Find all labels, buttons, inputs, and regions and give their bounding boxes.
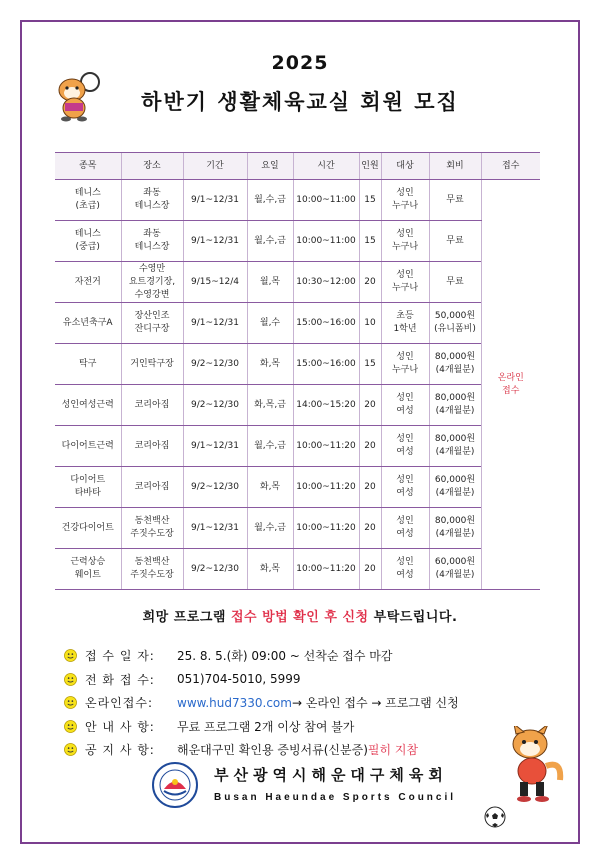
cell-count: 15 bbox=[359, 344, 381, 385]
cell-line: 타바타 bbox=[74, 488, 101, 498]
cell-line: 동천백산 bbox=[134, 557, 170, 567]
website-link[interactable]: www.hud7330.com bbox=[177, 695, 292, 710]
info-label: 접 수 일 자: bbox=[85, 649, 155, 664]
table-header-row bbox=[55, 153, 540, 180]
info-row-guide bbox=[64, 715, 504, 739]
table-row bbox=[55, 426, 540, 467]
info-row-online bbox=[64, 691, 504, 715]
cell-period: 9/1~12/31 bbox=[183, 426, 247, 467]
org-name-english: Busan Haeundae Sports Council bbox=[214, 792, 457, 803]
cell-line: 80,000원 bbox=[434, 393, 476, 403]
cell-line: 60,000원 bbox=[434, 557, 476, 567]
cell-days: 화,목,금 bbox=[247, 385, 293, 426]
cell-line: 자전거 bbox=[74, 276, 101, 287]
cell-count: 20 bbox=[359, 467, 381, 508]
notice-part-1: 희망 프로그램 bbox=[142, 610, 231, 625]
cell-line: 초등 bbox=[396, 311, 414, 321]
cell-sport bbox=[55, 508, 121, 549]
cell-line: 80,000원 bbox=[434, 434, 476, 444]
cell-target bbox=[381, 180, 429, 221]
cell-period: 9/1~12/31 bbox=[183, 180, 247, 221]
cell-line: 무료 bbox=[446, 194, 464, 205]
cell-line: 누구나 bbox=[391, 283, 419, 293]
info-label: 전 화 접 수: bbox=[85, 672, 155, 687]
cell-days: 월,수,금 bbox=[247, 426, 293, 467]
cell-days: 월,수,금 bbox=[247, 180, 293, 221]
smiley-icon bbox=[64, 743, 77, 756]
cell-time: 14:00~15:20 bbox=[293, 385, 359, 426]
cell-period: 9/15~12/4 bbox=[183, 262, 247, 303]
column-header: 대상 bbox=[381, 153, 429, 180]
cell-days: 월,수 bbox=[247, 303, 293, 344]
cell-fee bbox=[429, 303, 481, 344]
cell-count: 10 bbox=[359, 303, 381, 344]
cell-place bbox=[121, 426, 183, 467]
cell-line: 유소년축구A bbox=[62, 317, 113, 328]
cell-sport bbox=[55, 549, 121, 590]
cell-count: 20 bbox=[359, 508, 381, 549]
cell-registration bbox=[481, 180, 540, 590]
info-label: 온라인접수: bbox=[85, 696, 154, 711]
cell-line: 코리아짐 bbox=[134, 399, 170, 410]
cell-line: 동천백산 bbox=[134, 516, 170, 526]
cell-time: 10:00~11:20 bbox=[293, 549, 359, 590]
cell-time: 10:00~11:00 bbox=[293, 180, 359, 221]
council-logo-icon bbox=[152, 762, 198, 808]
info-value: 25. 8. 5.(화) 09:00 ~ 선착순 접수 마감 bbox=[177, 649, 393, 664]
cell-count: 20 bbox=[359, 262, 381, 303]
table-row bbox=[55, 344, 540, 385]
cell-line: (유니폼비) bbox=[434, 324, 476, 334]
info-value: 051)704-5010, 5999 bbox=[177, 672, 301, 687]
cell-line: 여성 bbox=[396, 570, 414, 580]
cell-line: 여성 bbox=[396, 529, 414, 539]
cell-line: 근력상승 bbox=[70, 557, 106, 567]
cell-target bbox=[381, 303, 429, 344]
cell-sport bbox=[55, 385, 121, 426]
cell-line: 성인 bbox=[396, 434, 414, 444]
cell-place bbox=[121, 180, 183, 221]
column-header: 시간 bbox=[293, 153, 359, 180]
cell-line: 웨이트 bbox=[74, 570, 101, 580]
column-header: 장소 bbox=[121, 153, 183, 180]
cell-line: (4개월분) bbox=[435, 447, 475, 457]
cell-line: 탁구 bbox=[79, 358, 97, 369]
info-label: 공 지 사 항: bbox=[85, 743, 155, 758]
cell-line: 1학년 bbox=[393, 324, 417, 334]
cell-time: 10:00~11:20 bbox=[293, 508, 359, 549]
cell-fee bbox=[429, 467, 481, 508]
cell-line: 50,000원 bbox=[434, 311, 476, 321]
cell-target bbox=[381, 508, 429, 549]
info-row-phone bbox=[64, 668, 504, 692]
cell-line: (초급) bbox=[75, 201, 100, 211]
cell-line: 테니스장 bbox=[134, 242, 170, 252]
cell-time: 15:00~16:00 bbox=[293, 344, 359, 385]
cell-line: 접수 bbox=[502, 385, 520, 396]
cell-line: 60,000원 bbox=[434, 475, 476, 485]
column-header: 접수 bbox=[481, 153, 540, 180]
cell-line: 누구나 bbox=[391, 201, 419, 211]
cell-line: (4개월분) bbox=[435, 570, 475, 580]
cell-days: 월,수,금 bbox=[247, 221, 293, 262]
cell-line: 80,000원 bbox=[434, 516, 476, 526]
cell-line: 장산인조 bbox=[134, 311, 170, 321]
cell-target bbox=[381, 262, 429, 303]
table-row bbox=[55, 549, 540, 590]
cell-line: 무료 bbox=[446, 235, 464, 246]
cell-count: 15 bbox=[359, 221, 381, 262]
cell-line: 누구나 bbox=[391, 242, 419, 252]
info-value: 무료 프로그램 2개 이상 참여 불가 bbox=[177, 719, 355, 734]
cell-sport bbox=[55, 344, 121, 385]
cell-fee bbox=[429, 221, 481, 262]
smiley-icon bbox=[64, 696, 77, 709]
cell-line: 성인 bbox=[396, 188, 414, 198]
cell-line: 성인여성근력 bbox=[61, 399, 114, 410]
cell-place bbox=[121, 385, 183, 426]
soccer-ball-icon bbox=[484, 806, 506, 828]
cell-target bbox=[381, 426, 429, 467]
cell-line: 여성 bbox=[396, 447, 414, 457]
cell-time: 10:30~12:00 bbox=[293, 262, 359, 303]
cell-fee bbox=[429, 180, 481, 221]
info-label: 안 내 사 항: bbox=[85, 719, 155, 734]
cell-sport bbox=[55, 221, 121, 262]
cell-line: 성인 bbox=[396, 475, 414, 485]
cell-target bbox=[381, 385, 429, 426]
cell-place bbox=[121, 467, 183, 508]
cell-line: 누구나 bbox=[391, 365, 419, 375]
column-header: 기간 bbox=[183, 153, 247, 180]
cell-line: 성인 bbox=[396, 557, 414, 567]
cell-count: 20 bbox=[359, 385, 381, 426]
cell-time: 15:00~16:00 bbox=[293, 303, 359, 344]
table-row bbox=[55, 180, 540, 221]
cell-period: 9/2~12/30 bbox=[183, 344, 247, 385]
cell-line: 수영강변 bbox=[134, 289, 170, 300]
cell-line: 성인 bbox=[396, 516, 414, 526]
cell-line: 다이어트근력 bbox=[61, 440, 114, 451]
cell-line: 성인 bbox=[396, 270, 414, 280]
cell-line: 좌동 bbox=[143, 229, 161, 239]
page-year: 2025 bbox=[271, 52, 329, 74]
cell-line: (4개월분) bbox=[435, 488, 475, 498]
cell-target bbox=[381, 344, 429, 385]
table-row bbox=[55, 262, 540, 303]
cell-line: 좌동 bbox=[143, 188, 161, 198]
column-header: 회비 bbox=[429, 153, 481, 180]
cell-days: 화,목 bbox=[247, 467, 293, 508]
cell-line: 테니스장 bbox=[134, 201, 170, 211]
table-row bbox=[55, 508, 540, 549]
column-header: 인원 bbox=[359, 153, 381, 180]
cell-sport bbox=[55, 426, 121, 467]
cell-days: 화,목 bbox=[247, 344, 293, 385]
cell-period: 9/2~12/30 bbox=[183, 549, 247, 590]
cell-line: 잔디구장 bbox=[134, 324, 170, 334]
cell-line: 테니스 bbox=[74, 188, 101, 198]
cell-line: (4개월분) bbox=[435, 406, 475, 416]
table-row bbox=[55, 221, 540, 262]
smiley-icon bbox=[64, 649, 77, 662]
cell-target bbox=[381, 467, 429, 508]
schedule-table bbox=[55, 152, 540, 590]
cell-place bbox=[121, 508, 183, 549]
cell-line: 요트경기장, bbox=[128, 276, 176, 287]
cell-fee bbox=[429, 262, 481, 303]
cell-line: 수영만 bbox=[138, 263, 166, 274]
info-list bbox=[64, 644, 504, 762]
cell-count: 20 bbox=[359, 549, 381, 590]
cell-days: 월,수,금 bbox=[247, 508, 293, 549]
cell-period: 9/2~12/30 bbox=[183, 385, 247, 426]
cell-line: (4개월분) bbox=[435, 365, 475, 375]
cell-line: 건강다이어트 bbox=[61, 522, 114, 533]
cell-sport bbox=[55, 303, 121, 344]
cell-sport bbox=[55, 262, 121, 303]
cell-line: 주짓수도장 bbox=[130, 570, 174, 580]
cell-line: 다이어트 bbox=[70, 475, 106, 485]
cell-sport bbox=[55, 467, 121, 508]
cell-time: 10:00~11:20 bbox=[293, 467, 359, 508]
info-value: 해운대구민 확인용 증빙서류(신분증) bbox=[177, 743, 368, 758]
cell-line: 주짓수도장 bbox=[130, 529, 174, 539]
cell-line: 코리아짐 bbox=[134, 481, 170, 492]
cell-line: 온라인 bbox=[497, 372, 524, 383]
cell-time: 10:00~11:00 bbox=[293, 221, 359, 262]
cell-place bbox=[121, 344, 183, 385]
page-title: 하반기 생활체육교실 회원 모집 bbox=[141, 90, 459, 114]
cell-target bbox=[381, 221, 429, 262]
table-row bbox=[55, 467, 540, 508]
cell-line: 거인탁구장 bbox=[130, 358, 174, 369]
info-row-date bbox=[64, 644, 504, 668]
cell-sport bbox=[55, 180, 121, 221]
cell-fee bbox=[429, 426, 481, 467]
notice-part-3: 부탁드립니다. bbox=[368, 610, 458, 625]
cell-fee bbox=[429, 508, 481, 549]
table-row bbox=[55, 385, 540, 426]
cell-period: 9/1~12/31 bbox=[183, 303, 247, 344]
cell-count: 15 bbox=[359, 180, 381, 221]
cell-fee bbox=[429, 344, 481, 385]
cell-count: 20 bbox=[359, 426, 381, 467]
cell-line: 여성 bbox=[396, 488, 414, 498]
column-header: 종목 bbox=[55, 153, 121, 180]
column-header: 요일 bbox=[247, 153, 293, 180]
cell-fee bbox=[429, 549, 481, 590]
cell-fee bbox=[429, 385, 481, 426]
cell-line: 여성 bbox=[396, 406, 414, 416]
notice-part-2: 접수 방법 확인 후 신청 bbox=[230, 610, 369, 625]
cell-line: 코리아짐 bbox=[134, 440, 170, 451]
org-name-korean: 부산광역시해운대구체육회 bbox=[214, 766, 448, 784]
cell-period: 9/1~12/31 bbox=[183, 508, 247, 549]
cell-period: 9/1~12/31 bbox=[183, 221, 247, 262]
cell-place bbox=[121, 303, 183, 344]
org-block bbox=[152, 756, 457, 818]
smiley-icon bbox=[64, 720, 77, 733]
smiley-icon bbox=[64, 673, 77, 686]
cell-place bbox=[121, 221, 183, 262]
cell-line: 테니스 bbox=[74, 229, 101, 239]
cell-line: 성인 bbox=[396, 229, 414, 239]
cell-line: 80,000원 bbox=[434, 352, 476, 362]
info-highlight: 필히 지참 bbox=[367, 743, 419, 758]
cell-period: 9/2~12/30 bbox=[183, 467, 247, 508]
info-value: → 온라인 접수 → 프로그램 신청 bbox=[291, 696, 459, 711]
soccer-mascot-icon bbox=[500, 726, 566, 806]
table-row bbox=[55, 303, 540, 344]
cell-line: (중급) bbox=[75, 242, 100, 252]
cell-target bbox=[381, 549, 429, 590]
cell-time: 10:00~11:20 bbox=[293, 426, 359, 467]
cell-line: 성인 bbox=[396, 352, 414, 362]
cell-line: 무료 bbox=[446, 276, 464, 287]
cell-days: 화,목 bbox=[247, 549, 293, 590]
cell-line: (4개월분) bbox=[435, 529, 475, 539]
cell-place bbox=[121, 549, 183, 590]
notice-text bbox=[0, 606, 600, 625]
cell-line: 성인 bbox=[396, 393, 414, 403]
cell-place bbox=[121, 262, 183, 303]
cell-days: 월,목 bbox=[247, 262, 293, 303]
